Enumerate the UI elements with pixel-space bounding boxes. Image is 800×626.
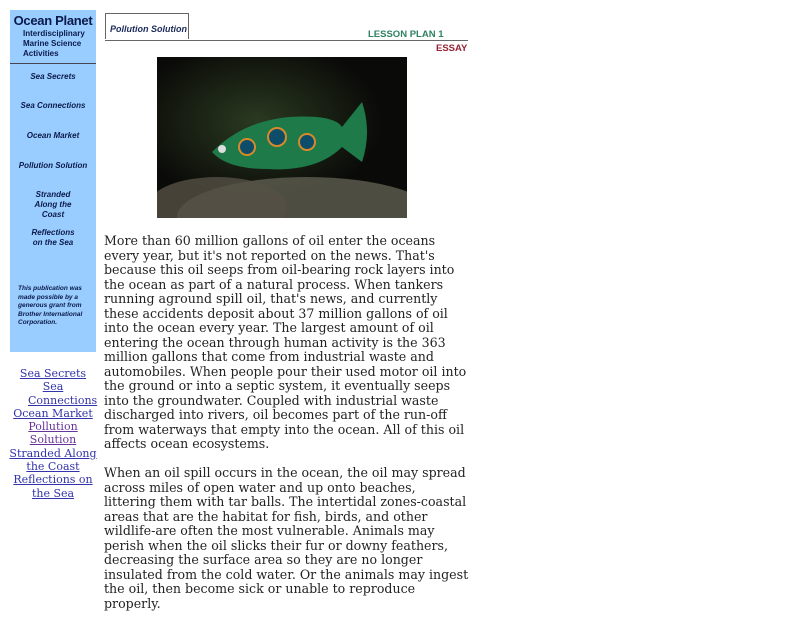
- subtitle-line: Marine Science: [23, 39, 82, 48]
- lesson-label: LESSON PLAN 1: [368, 29, 444, 40]
- divider: [10, 63, 96, 64]
- header-rule: [105, 40, 468, 41]
- credit-text: This publication was made possible by a generous grant from Brother International Corporation.: [18, 285, 83, 326]
- nav-sea-secrets[interactable]: Sea Secrets: [30, 72, 76, 81]
- essay-body: [104, 234, 470, 626]
- sidebar: [10, 10, 96, 352]
- nav-stranded[interactable]: Stranded Along the Coast: [34, 190, 72, 219]
- subtitle-line: Interdisciplinary: [23, 29, 85, 38]
- link-reflections[interactable]: Reflections on the Sea: [13, 473, 93, 500]
- text-nav: [10, 367, 96, 500]
- link-sea-connections[interactable]: Sea Connections: [28, 380, 98, 407]
- sidebar-title: Ocean Planet: [13, 13, 93, 28]
- sidebar-subtitle: [23, 29, 96, 59]
- subtitle-line: Activities: [23, 49, 59, 58]
- paragraph: More than 60 million gallons of oil enter the oceans every year, but it's not reported on the news. That's because this oil seeps from oil-bearing rock layers into the ocean as part of a natural process. When tankers running aground spill oil, that's news, and currently these accidents deposit about 37 million gallons of oil into the ocean every year. The largest amount of oil entering the ocean through human activity is the 363 million gallons that come from industrial waste and automobiles. When people pour their used motor oil into the ground or into a septic system, it eventually seeps into the groundwater. Coupled with industrial waste discharged into rivers, oil becomes part of the run-off from waterways that empty into the ocean. All of this oil affects ocean ecosystems.: [104, 233, 467, 451]
- link-sea-secrets[interactable]: Sea Secrets: [19, 367, 87, 380]
- fish-illustration: [157, 57, 407, 218]
- nav-reflections[interactable]: Reflections on the Sea: [31, 228, 75, 247]
- nav-sea-connections[interactable]: Sea Connections: [20, 101, 86, 110]
- link-ocean-market[interactable]: Ocean Market: [13, 406, 93, 420]
- essay-label: ESSAY: [436, 43, 468, 54]
- link-stranded[interactable]: Stranded Along the Coast: [9, 446, 97, 474]
- link-pollution-solution[interactable]: Pollution Solution: [28, 420, 78, 447]
- nav-ocean-market[interactable]: Ocean Market: [26, 131, 80, 140]
- section-tab: Pollution Solution: [105, 13, 189, 39]
- paragraph: When an oil spill occurs in the ocean, the oil may spread across miles of open water and up onto beaches, littering them with tar balls. The intertidal zones-coastal areas that are the habitat for fish, birds, and other wildlife-are often the most vulnerable. Animals may perish when the oil slicks their fur or downy feathers, decreasing the surface area so they are no longer insulated from the cold water. Or the animals may ingest the oil, then become sick or unable to reproduce properly.: [104, 465, 469, 611]
- mandarin-fish-photo: [157, 57, 407, 218]
- nav-pollution-solution[interactable]: Pollution Solution: [18, 161, 88, 170]
